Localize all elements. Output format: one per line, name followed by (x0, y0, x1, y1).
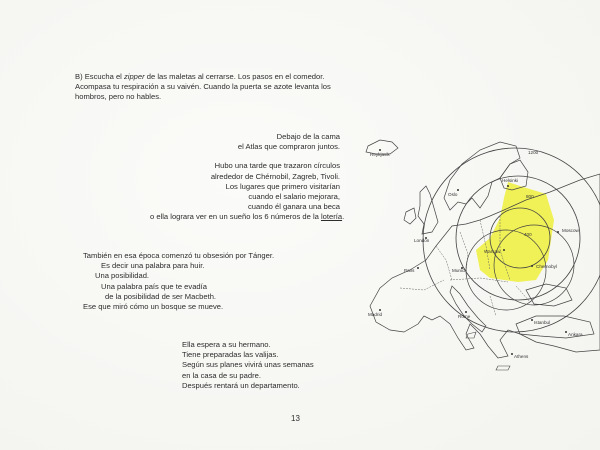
paragraph-b-line-1-rest: de las maletas al cerrarse. Los pasos en el comedor. (144, 72, 325, 81)
label-paris: Paris (404, 268, 415, 273)
label-warsaw: Warsaw (484, 249, 501, 254)
poem-line-prefix: o ella lograra ver en un sueño los 6 números de la (150, 212, 321, 222)
poem-line: cuando él ganara una beca (247, 202, 340, 212)
poem-line: el Atlas que compraron juntos. (237, 142, 340, 152)
city-dot (457, 189, 459, 191)
label-chernobyl: Chernobyl (536, 264, 557, 269)
poem-line: de la posibilidad de ser Macbeth. (105, 291, 217, 301)
label-ankara: Ankara (568, 332, 583, 337)
ireland-shape (404, 208, 416, 224)
city-dot (503, 249, 505, 251)
label-moscow: Moscow (562, 228, 579, 233)
city-dot (465, 311, 467, 313)
poem-line: Según sus planes vivirá unas semanas (182, 360, 314, 370)
page-number: 13 (291, 414, 300, 423)
city-dot (379, 149, 381, 151)
paragraph-b (75, 72, 331, 103)
black-sea-shape (526, 284, 572, 306)
paragraph-b-prefix: B) Escucha el (75, 72, 124, 81)
poem-line-suffix: . (342, 212, 345, 222)
paragraph-b-line-1 (75, 72, 331, 82)
paragraph-b-line-2: Acompasa tu respiración a su vaivén. Cuando la puerta se azote levanta los (75, 82, 331, 92)
label-athens: Athens (514, 354, 529, 359)
label-reykjavik: Reykjavik (370, 152, 390, 157)
label-ring-800: 800 (526, 194, 534, 199)
city-dot (507, 185, 509, 187)
label-munich: Munich (452, 268, 467, 273)
label-ring-400: 400 (524, 232, 532, 237)
poem-line: Los lugares que primero visitarían (225, 181, 340, 191)
label-madrid: Madrid (368, 312, 383, 317)
paragraph-b-line-3: hombros, pero no hables. (75, 92, 162, 102)
poem-line: Después rentará un departamento. (182, 380, 300, 390)
poem-line: en la casa de su padre. (182, 370, 261, 380)
crete-shape (496, 366, 510, 370)
poem-line: Ese que miró cómo un bosque se mueve. (83, 302, 224, 312)
poem-line: Una posibilidad. (95, 271, 150, 281)
label-oslo: Oslo (448, 192, 458, 197)
label-ring-1200: 1200 (528, 150, 539, 155)
city-dot (531, 265, 533, 267)
poem-line: alrededor de Chérnobil, Zagreb, Tivoli. (210, 171, 340, 181)
city-dot (557, 231, 559, 233)
label-istanbul: Istanbul (534, 320, 551, 325)
europe-map (340, 120, 600, 395)
poem-line: Una palabra país que te evadía (101, 281, 207, 291)
poem-line: cuando el salario mejorara, (248, 192, 340, 202)
underlined-word: lotería (320, 212, 343, 222)
poem-line: Ella espera a su hermano. (182, 340, 271, 349)
city-dot (417, 267, 419, 269)
label-rome: Rome (458, 314, 471, 319)
poem-line: Hubo una tarde que trazaron círculos (214, 161, 340, 171)
city-dot (565, 331, 567, 333)
poem-line: Tiene preparadas las valijas. (182, 350, 279, 360)
poem-line: Es decir una palabra para huir. (101, 261, 205, 271)
city-dot (511, 353, 513, 355)
europe-map-drawing (340, 120, 600, 395)
label-london: London (414, 238, 430, 243)
poem-line: Debajo de la cama (276, 132, 340, 141)
paragraph-b-italic-word: zipper (123, 72, 145, 81)
city-dot (379, 309, 381, 311)
city-dot (531, 319, 533, 321)
poem-hermano (182, 340, 314, 391)
poem-line: También en esa época comenzó tu obsesión por Tánger. (83, 251, 275, 260)
label-helsinki: Helsinki (502, 178, 519, 183)
poem-tanger (83, 251, 274, 312)
poem-atlas (150, 132, 345, 223)
poem-line (150, 212, 345, 222)
